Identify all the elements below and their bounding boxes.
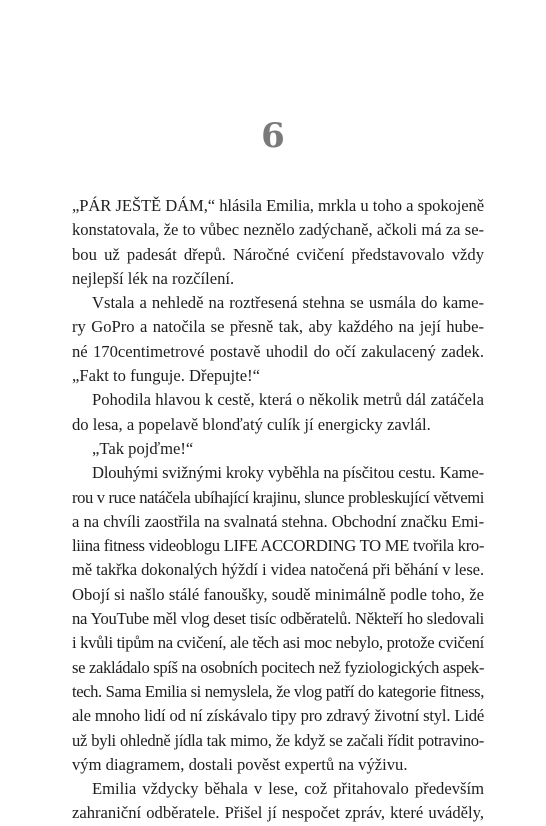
text-line: bou už padesát dřepů. Náročné cvičení představovalo vždy (72, 244, 484, 264)
text-line: rou v ruce natáčela ubíhající krajinu, slunce probleskující větvemi (72, 487, 484, 507)
text-line: Dlouhými svižnými kroky vyběhla na písčitou cestu. Kame- (92, 463, 484, 483)
text-line: na YouTube měl vlog deset tisíc odběratelů. Někteří ho sledovali (72, 609, 484, 629)
text-line: se zakládalo spíš na osobních pocitech než fyziologických aspek- (72, 657, 484, 677)
text-line: liina fitness videoblogu LIFE ACCORDING TO ME tvořila kro- (72, 536, 484, 556)
text-line: i kvůli tipům na cvičení, ale těch asi moc nebylo, protože cvičení (72, 633, 484, 653)
text-line: nejlepší lék na rozčílení. (72, 268, 235, 288)
text-line: ale mnoho lidí od ní získávalo tipy pro zdravý životní styl. Lidé (72, 706, 484, 726)
text-line: ry GoPro a natočila se přesně tak, aby každého na její hube- (72, 317, 484, 337)
text-line: Emilia vždycky běhala v lese, což přitahovalo především (92, 779, 484, 799)
text-line: Obojí si našlo stálé fanoušky, soudě minimálně podle toho, že (72, 584, 484, 604)
text-line: Pohodila hlavou k cestě, která o několik metrů dál zatáčela (92, 390, 484, 410)
text-line: a na chvíli zaostřila na svalnatá stehna. Obchodní značku Emi- (72, 511, 484, 531)
text-line: „Tak pojďme!“ (92, 438, 194, 458)
text-line: už byli ohledně jídla tak mimo, že když se začali řídit potravino- (72, 730, 484, 750)
text-line: do lesa, a popelavě blonďatý culík jí energicky zavlál. (72, 414, 431, 434)
text-line: né 170centimetrové postavě uhodil do očí zakulacený zadek. (72, 341, 484, 361)
text-line: vým diagramem, dostali pověst expertů na výživu. (72, 754, 408, 774)
text-line: „PÁR JEŠTĚ DÁM,“ hlásila Emilia, mrkla u toho a spokojeně (72, 196, 484, 215)
text-line: tech. Sama Emilia si nemyslela, že vlog patří do kategorie fitness, (72, 681, 484, 701)
chapter-number: 6 (261, 116, 285, 156)
text-line: Vstala a nehledě na roztřesená stehna se usmála do kame- (92, 293, 484, 313)
text-line: „Fakt to funguje. Dřepujte!“ (72, 366, 261, 386)
chapter-body-text (72, 194, 484, 826)
text-line: konstatovala, že to vůbec neznělo zadýchaně, ačkoli má za se- (72, 220, 484, 240)
text-line: mě takřka dokonalých hýždí i videa natočená při běhání v lese. (72, 560, 484, 580)
text-line: zahraniční odběratele. Přišel jí nespočet zpráv, které uváděly, (72, 803, 484, 823)
